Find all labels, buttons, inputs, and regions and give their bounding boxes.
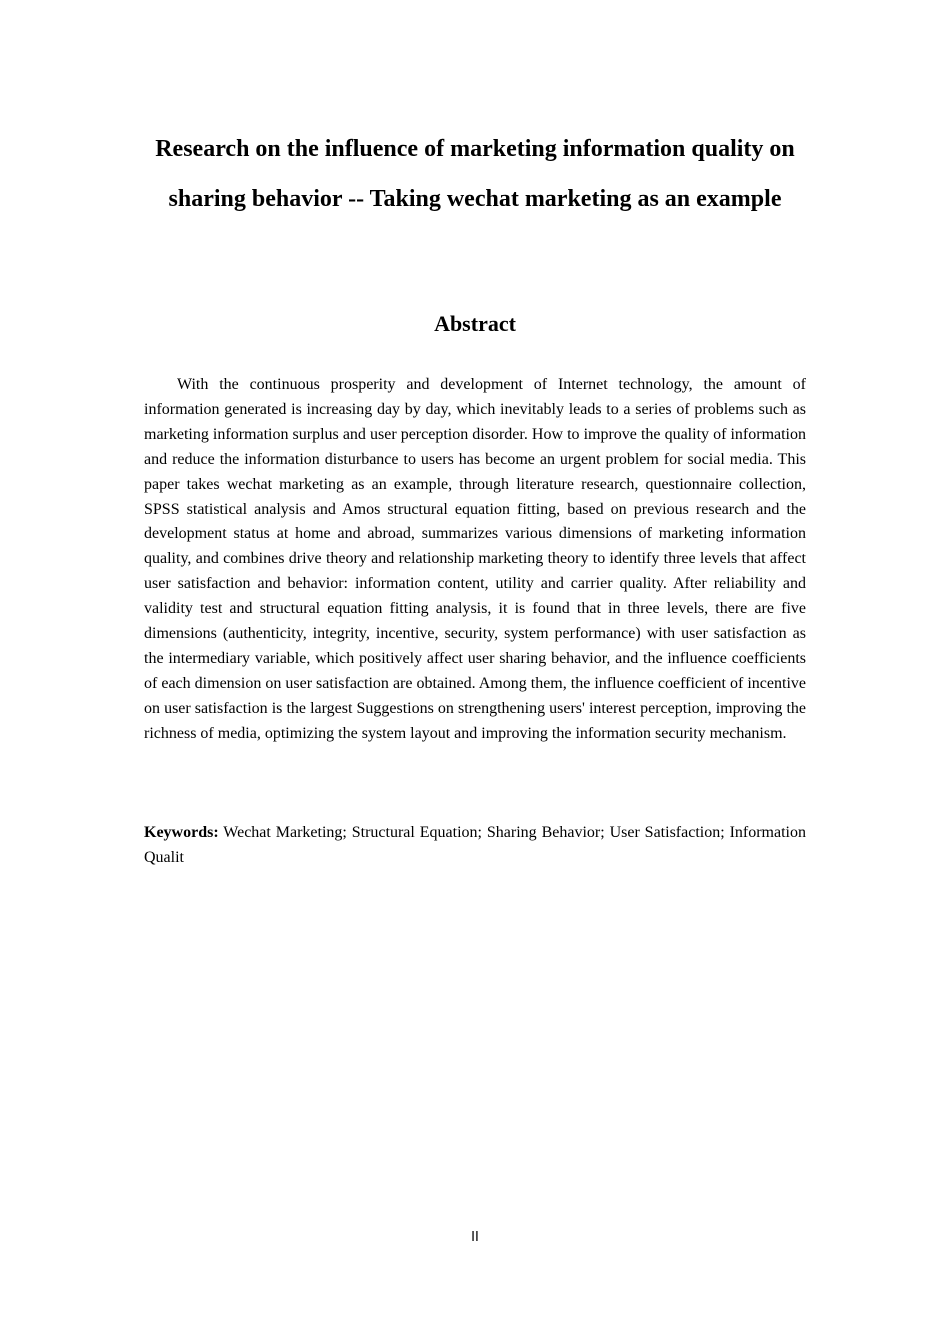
keywords-label: Keywords: <box>144 824 219 841</box>
keywords-line <box>144 821 806 871</box>
abstract-heading: Abstract <box>434 311 516 336</box>
page-number: II <box>471 1230 479 1245</box>
paper-title: Research on the influence of marketing information quality on sharing behavior -- Taking wechat marketing as an example <box>155 136 795 212</box>
keywords-text: Wechat Marketing; Structural Equation; Sharing Behavior; User Satisfaction; Information Qualit <box>144 824 806 866</box>
abstract-body: With the continuous prosperity and development of Internet technology, the amount of information generated is increasing day by day, which inevitably leads to a series of problems such as marketing information surplus and user perception disorder. How to improve the quality of information and reduce the information disturbance to users has become an urgent problem for social media. This paper takes wechat marketing as an example, through literature research, questionnaire collection, SPSS statistical analysis and Amos structural equation fitting, based on previous research and the development status at home and abroad, summarizes various dimensions of marketing information quality, and combines drive theory and relationship marketing theory to identify three levels that affect user satisfaction and behavior: information content, utility and carrier quality. After reliability and validity test and structural equation fitting analysis, it is found that in three levels, there are five dimensions (authenticity, integrity, incentive, security, system performance) with user satisfaction as the intermediary variable, which positively affect user sharing behavior, and the influence coefficients of each dimension on user satisfaction are obtained. Among them, the influence coefficient of incentive on user satisfaction is the largest Suggestions on strengthening users' interest perception, improving the richness of media, optimizing the system layout and improving the information security mechanism. <box>144 376 806 742</box>
